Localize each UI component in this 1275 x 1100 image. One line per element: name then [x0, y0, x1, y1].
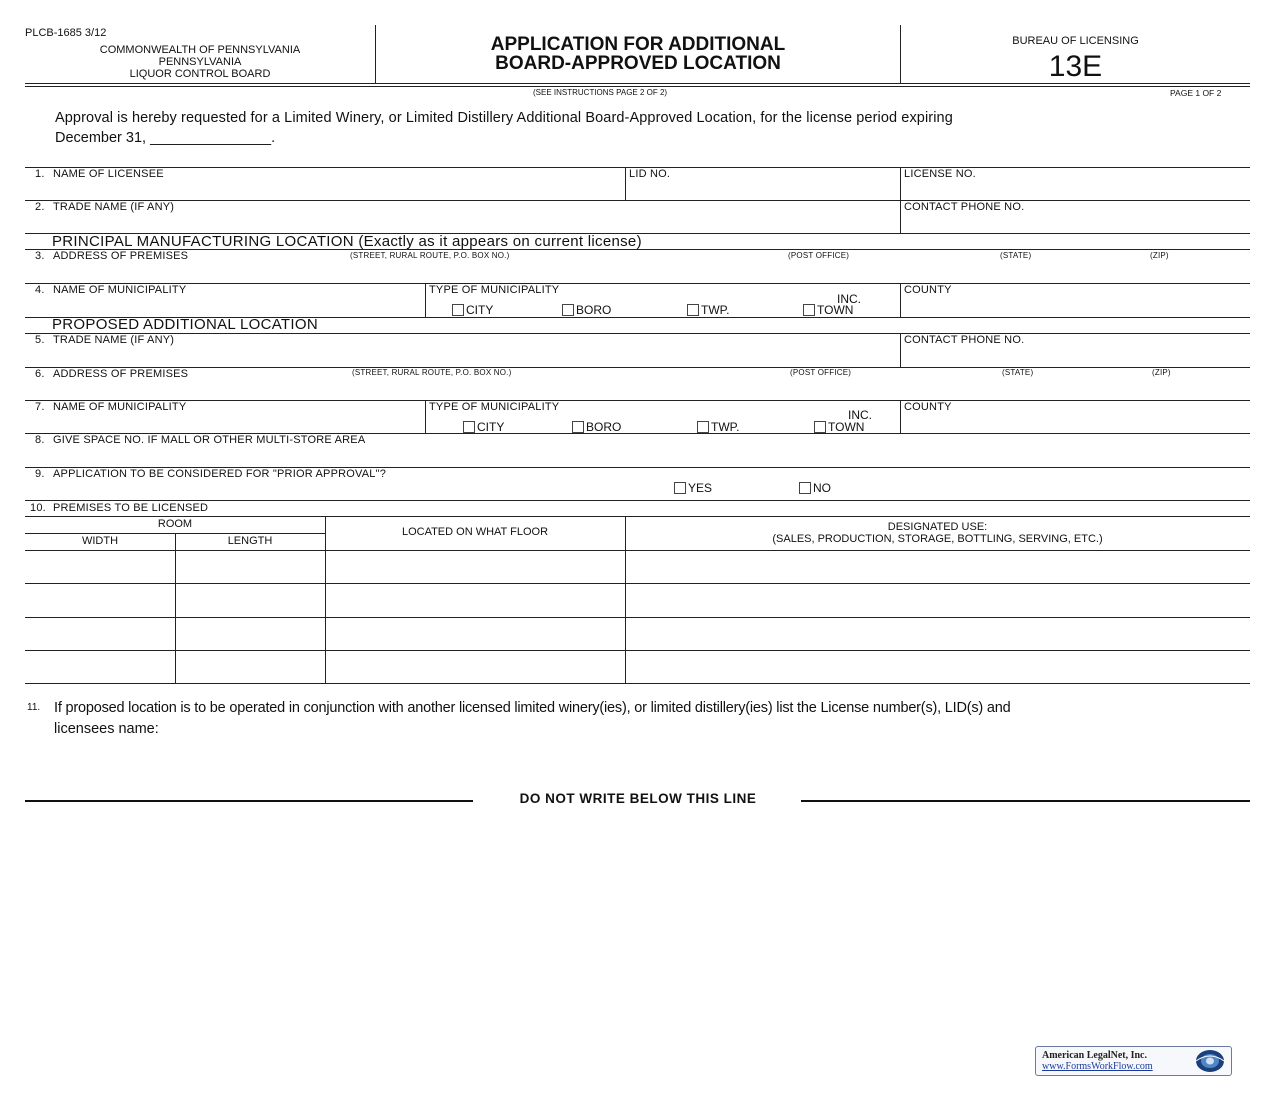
type-city-checkbox-2[interactable]: [463, 421, 475, 433]
col-length-header: LENGTH: [227, 535, 273, 547]
page-title: [376, 35, 900, 73]
type-inc-town-checkbox[interactable]: [803, 304, 815, 316]
state-hint: (STATE): [1000, 251, 1032, 260]
type-boro-label: BORO: [576, 303, 612, 317]
do-not-write-rule-left: [25, 800, 473, 802]
agency-block: [25, 44, 375, 80]
row-3-length-input[interactable]: [177, 619, 323, 649]
item-11-number: 11.: [27, 702, 41, 713]
col-floor-header: LOCATED ON WHAT FLOOR: [401, 526, 549, 538]
type-municipality-label: TYPE OF MUNICIPALITY: [429, 284, 560, 296]
divider-type-4: [425, 283, 426, 317]
type-boro-label-2: BORO: [586, 420, 622, 434]
licensee-name-input[interactable]: [30, 181, 622, 199]
principal-municipality-input[interactable]: [30, 297, 422, 315]
col-use-header: [625, 521, 1250, 545]
proposed-contact-phone-label: CONTACT PHONE NO.: [904, 334, 1025, 346]
col-width-header: WIDTH: [81, 535, 119, 547]
proposed-trade-name-input[interactable]: [30, 347, 896, 365]
logo-company-name: American LegalNet, Inc.: [1042, 1050, 1147, 1061]
rule-12: [25, 500, 1250, 501]
row-3-floor-input[interactable]: [327, 619, 623, 649]
field-2-label: TRADE NAME (IF ANY): [53, 201, 175, 213]
item-11-line-2: licensees name:: [54, 721, 159, 737]
license-no-input[interactable]: [903, 181, 1248, 199]
col-use-header-line-1: DESIGNATED USE:: [887, 521, 988, 533]
type-boro-checkbox[interactable]: [562, 304, 574, 316]
col-room-header: ROOM: [157, 518, 193, 530]
table-row-rule-2: [25, 583, 1250, 584]
rule-8: [25, 367, 1250, 368]
field-10-number: 10.: [30, 502, 46, 514]
type-municipality-label-2: TYPE OF MUNICIPALITY: [429, 401, 560, 413]
form-code: 13E: [1048, 50, 1103, 83]
type-twp-label-2: TWP.: [711, 420, 740, 434]
conjunction-licenses-input[interactable]: [195, 720, 1245, 780]
row-4-use-input[interactable]: [627, 652, 1248, 682]
rule-2: [25, 200, 1250, 201]
proposed-municipality-input[interactable]: [30, 414, 422, 432]
type-town-label-2: TOWN: [828, 420, 865, 434]
table-col-line-3: [625, 516, 626, 683]
trade-name-input[interactable]: [30, 214, 896, 232]
agency-line-3: LIQUOR CONTROL BOARD: [129, 68, 271, 80]
post-office-hint-2: (POST OFFICE): [790, 368, 852, 377]
divider-phone-5: [900, 333, 901, 367]
row-4-width-input[interactable]: [27, 652, 173, 682]
field-1-label: NAME OF LICENSEE: [53, 168, 164, 180]
agency-line-1: COMMONWEALTH OF PENNSYLVANIA: [99, 44, 301, 56]
type-twp-label: TWP.: [701, 303, 730, 317]
page-number: PAGE 1 OF 2: [1170, 88, 1222, 98]
field-4-number: 4.: [35, 284, 45, 296]
field-8-number: 8.: [35, 434, 45, 446]
table-row-rule-1: [25, 550, 1250, 551]
field-6-label: ADDRESS OF PREMISES: [53, 368, 189, 380]
row-1-use-input[interactable]: [627, 552, 1248, 582]
prior-approval-no-label: NO: [813, 481, 831, 495]
table-col-line-1: [175, 533, 176, 683]
table-bottom-rule: [25, 683, 1250, 684]
american-legalnet-logo[interactable]: [1035, 1046, 1232, 1076]
field-6-number: 6.: [35, 368, 45, 380]
rule-9: [25, 400, 1250, 401]
field-10-label: PREMISES TO BE LICENSED: [53, 502, 209, 514]
divider-type-7: [425, 400, 426, 433]
address-hint: (STREET, RURAL ROUTE, P.O. BOX NO.): [350, 251, 510, 260]
principal-address-input[interactable]: [30, 263, 1248, 281]
type-boro-checkbox-2[interactable]: [572, 421, 584, 433]
zip-hint-2: (ZIP): [1152, 368, 1171, 377]
row-4-length-input[interactable]: [177, 652, 323, 682]
field-7-number: 7.: [35, 401, 45, 413]
type-inc-label: INC.: [837, 292, 861, 306]
principal-county-input[interactable]: [903, 297, 1248, 315]
row-2-width-input[interactable]: [27, 585, 173, 616]
lid-label: LID NO.: [629, 168, 671, 180]
type-inc-label-2: INC.: [848, 408, 872, 422]
divider-lid: [625, 167, 626, 200]
contact-phone-label: CONTACT PHONE NO.: [904, 201, 1025, 213]
do-not-write-label: DO NOT WRITE BELOW THIS LINE: [519, 791, 757, 806]
license-expiry-input[interactable]: [186, 132, 356, 148]
table-row-rule-3: [25, 617, 1250, 618]
instructions-note: (SEE INSTRUCTIONS PAGE 2 OF 2): [533, 88, 668, 97]
field-5-label: TRADE NAME (IF ANY): [53, 334, 175, 346]
type-inc-town-checkbox-2[interactable]: [814, 421, 826, 433]
rule-4: [25, 249, 1250, 250]
lid-input[interactable]: [628, 181, 896, 199]
proposed-address-input[interactable]: [30, 380, 1248, 398]
globe-icon: [1192, 1048, 1228, 1074]
principal-location-heading: PRINCIPAL MANUFACTURING LOCATION (Exactly as it appears on current license): [52, 233, 642, 250]
header-rule-bottom: [25, 86, 1250, 87]
row-1-width-input[interactable]: [27, 552, 173, 582]
type-town-label: TOWN: [817, 303, 854, 317]
divider-county-4: [900, 283, 901, 317]
county-label: COUNTY: [904, 284, 952, 296]
row-1-floor-input[interactable]: [327, 552, 623, 582]
address-hint-2: (STREET, RURAL ROUTE, P.O. BOX NO.): [352, 368, 512, 377]
field-9-label: APPLICATION TO BE CONSIDERED FOR "PRIOR APPROVAL"?: [53, 468, 387, 480]
prior-approval-yes-label: YES: [688, 481, 713, 495]
type-city-label-2: CITY: [477, 420, 505, 434]
do-not-write-rule-right: [801, 800, 1250, 802]
title-line-1: APPLICATION FOR ADDITIONAL: [490, 34, 786, 55]
item-11-line-1: If proposed location is to be operated in conjunction with another licensed limited winery(ies), or limited distillery(ies) list the License number(s), LID(s) and: [54, 700, 1011, 716]
row-3-use-input[interactable]: [627, 619, 1248, 649]
row-2-floor-input[interactable]: [327, 585, 623, 616]
field-7-label: NAME OF MUNICIPALITY: [53, 401, 187, 413]
field-3-number: 3.: [35, 250, 45, 262]
post-office-hint: (POST OFFICE): [788, 251, 850, 260]
row-4-floor-input[interactable]: [327, 652, 623, 682]
type-twp-checkbox-2[interactable]: [697, 421, 709, 433]
col-use-header-line-2: (SALES, PRODUCTION, STORAGE, BOTTLING, SERVING, ETC.): [772, 533, 1103, 545]
proposed-county-input[interactable]: [903, 414, 1248, 432]
type-twp-checkbox[interactable]: [687, 304, 699, 316]
rule-7: [25, 333, 1250, 334]
type-city-label: CITY: [466, 303, 494, 317]
zip-hint: (ZIP): [1150, 251, 1169, 260]
field-3-label: ADDRESS OF PREMISES: [53, 250, 189, 262]
table-col-line-2: [325, 516, 326, 683]
intro-line-2: December 31, _______________.: [55, 130, 276, 146]
table-top-rule: [25, 516, 1250, 517]
header-rule-top: [25, 83, 1250, 84]
proposed-location-heading: PROPOSED ADDITIONAL LOCATION: [52, 316, 318, 333]
field-8-label: GIVE SPACE NO. IF MALL OR OTHER MULTI-STORE AREA: [53, 434, 366, 446]
row-3-width-input[interactable]: [27, 619, 173, 649]
county-label-2: COUNTY: [904, 401, 952, 413]
bureau-label: BUREAU OF LICENSING: [1012, 35, 1139, 47]
field-5-number: 5.: [35, 334, 45, 346]
field-1-number: 1.: [35, 168, 45, 180]
field-2-number: 2.: [35, 201, 45, 213]
table-row-rule-4: [25, 650, 1250, 651]
field-4-label: NAME OF MUNICIPALITY: [53, 284, 187, 296]
prior-approval-no-checkbox[interactable]: [799, 482, 811, 494]
space-number-input[interactable]: [30, 447, 1248, 465]
title-line-2: BOARD-APPROVED LOCATION: [495, 53, 781, 74]
state-hint-2: (STATE): [1002, 368, 1034, 377]
row-2-use-input[interactable]: [627, 585, 1248, 616]
rule-5: [25, 283, 1250, 284]
logo-url-link[interactable]: www.FormsWorkFlow.com: [1042, 1061, 1153, 1072]
intro-line-1: Approval is hereby requested for a Limited Winery, or Limited Distillery Additional Board-Approved Location, for the license period expiring: [55, 110, 953, 126]
agency-line-2: PENNSYLVANIA: [158, 56, 242, 68]
type-city-checkbox[interactable]: [452, 304, 464, 316]
proposed-contact-phone-input[interactable]: [903, 347, 1248, 365]
contact-phone-input[interactable]: [903, 214, 1248, 232]
row-2-length-input[interactable]: [177, 585, 323, 616]
form-id: PLCB-1685 3/12: [25, 27, 107, 39]
license-no-label: LICENSE NO.: [904, 168, 976, 180]
row-1-length-input[interactable]: [177, 552, 323, 582]
field-9-number: 9.: [35, 468, 45, 480]
divider-county-7: [900, 400, 901, 433]
prior-approval-yes-checkbox[interactable]: [674, 482, 686, 494]
